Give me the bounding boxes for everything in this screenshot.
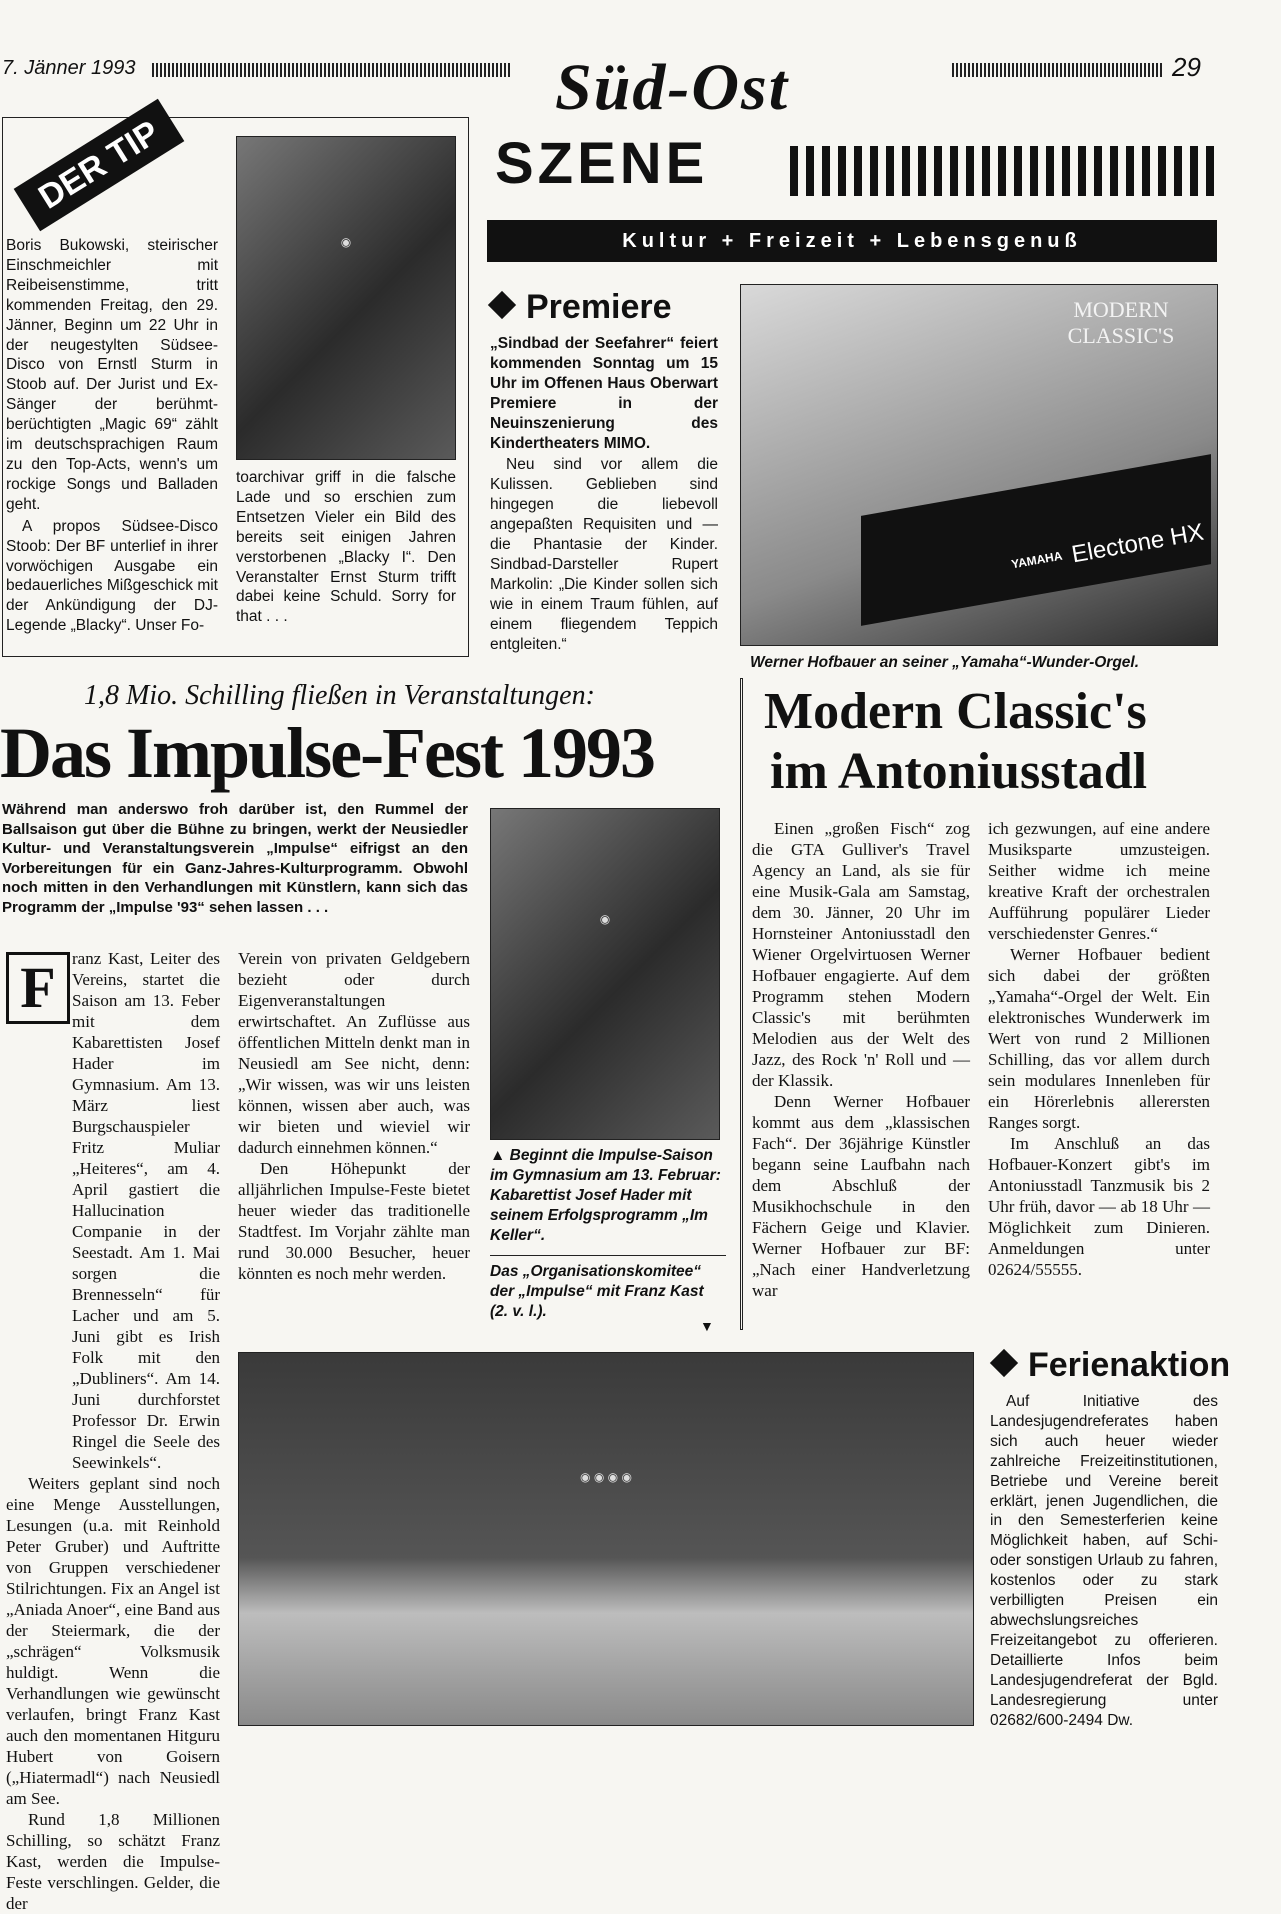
tip-paragraph-1: Boris Bukowski, steirischer Einschmeichler mit Reibeisenstimme, tritt kommenden Freitag, den 29. Jänner, Beginn um 22 Uhr in der neugestylten Südsee-Disco von Ernstl Sturm in Stoob auf. Der Jurist und Ex-Sänger der berühmt-berüchtigten „Magic 69“ zählt im deutschsprachigen Raum zu den Top-Acts, wenn's um rockige Songs und Balladen geht. [6,237,218,513]
modern-col1 [752,818,970,1301]
arrow-down-icon: ▼ [700,1318,714,1334]
header-rule-right [952,63,1164,77]
premiere-body: Neu sind vor allem die Kulissen. Geblieben sind hingegen die liebevoll angepaßten Requisiten und — die Phantasie der Kinder. Sindbad-Darsteller Rupert Markolin: „Die Kinder sollen sich wie in einem Traum fühlen, auf einem fliegendem Teppich entgleiten.“ [490,456,718,653]
diamond-icon [488,291,516,319]
premiere-heading [492,288,672,327]
photo-placeholder-icon: ◉ ◉ ◉ ◉ [580,1470,632,1485]
photo-placeholder-icon: ◉ [599,911,611,926]
organ-model: Electone HX [1069,518,1206,569]
bukowski-photo [236,136,456,460]
tagline: Kultur + Freizeit + Lebensgenuß [622,230,1082,252]
tagline-bar [487,220,1217,262]
tip-badge: DER TIP [14,99,185,231]
organ-brand: YAMAHA [1010,548,1064,572]
logo-bars [790,146,1220,196]
modern-col2-p2: Werner Hofbauer bedient sich dabei der größten „Yamaha“-Orgel der Welt. Ein elektronisches Wunderwerk im Wert von rund 2 Millionen Schilling, das vor allem durch sein modulares Innenleben für ein Hörerlebnis allerersten Ranges sorgt. [988,945,1210,1132]
modern-col2 [988,818,1210,1280]
dropcap: F [6,952,70,1024]
organ-photo [740,284,1218,646]
ferien-heading [994,1346,1230,1385]
group-photo [238,1352,974,1726]
diamond-icon [990,1349,1018,1377]
page-number: 29 [1172,52,1201,82]
hader-caption: ▲ Beginnt die Impulse-Saison im Gymnasium am 13. Februar: Kabarettist Josef Hader mit seinem Erfolgsprogramm „Im Keller“. [490,1147,721,1244]
modern-col1-p1: Einen „großen Fisch“ zog die GTA Gulliver's Travel Agency an Land, als sie für eine Musik-Gala am Samstag, dem 30. Jänner, 20 Uhr im Hornsteiner Antoniusstadl den Wiener Orgelvirtuosen Werner Hofbauer engagierte. Auf dem Programm stehen Modern Classic's mit berühmten Melodien aus der Welt des Jazz, des Rock 'n' Roll und — der Klassik. [752,819,970,1090]
premiere-title: Premiere [526,288,672,326]
tip-text [6,236,218,636]
premiere-lead: „Sindbad der Seefahrer“ feiert kommenden Sonntag um 15 Uhr im Offenen Haus Oberwart Premiere in der Neuinszenierung des Kindertheaters MIMO. [490,335,718,452]
impulse-col2-p1: Verein von privaten Geldgebern bezieht oder durch Eigenveranstaltungen erwirtschaftet. An Zuflüsse aus öffentlichen Mitteln denkt man in Neusiedl am See nicht, denn: „Wir wissen, was wir uns leisten können, wissen aber auch, was wir bieten und wieviel wir dadurch einnehmen können.“ [238,949,470,1157]
impulse-col2-p2: Den Höhepunkt der alljährlichen Impulse-Feste bietet heuer wieder das traditionelle Stadtfest. Im Vorjahr zählte man rund 30.000 Besucher, heuer könnten es noch mehr werden. [238,1159,470,1283]
modern-headline-1: Modern Classic's [764,683,1147,740]
modern-headline-2: im Antoniusstadl [770,743,1148,800]
modern-col2-p1: ich gezwungen, auf eine andere Musiksparte umzusteigen. Seither widme ich meine kreative Kraft der orchestralen Aufführung populärer Lieder verschiedenster Genres.“ [988,819,1210,943]
impulse-kicker: 1,8 Mio. Schilling fließen in Veranstaltungen: [84,680,595,711]
photo-placeholder-icon: ◉ [340,235,352,250]
tip-paragraph-2: A propos Südsee-Disco Stoob: Der BF unterlief in ihrer vorwöchigen Ausgabe ein bedauerliches Mißgeschick mit der Ankündigung der DJ-Legende „Blacky“. Unser Fo- [6,517,218,635]
impulse-col2 [238,948,470,1284]
impulse-col1-end: Rund 1,8 Millionen Schilling, so schätzt Franz Kast, werden die Impulse-Feste verschlingen. Gelder, die der [6,1810,220,1913]
impulse-col1-start: ranz Kast, Leiter des Vereins, startet die Saison am 13. Feber mit dem Kabarettisten Josef Hader im Gymnasium. Am 13. März liest Burgschauspieler Fritz Muliar „Heiteres“, am 4. April gastiert die Hallucination Companie in der Seestadt. Am 1. Mai sorgen die Brennesseln“ für Lacher und am 5. Juni gibt es Irish Folk mit den „Dubliners“. Am 14. Juni durchforstet Professor Dr. Erwin Ringel die Seele des Seewinkels“. [72,949,220,1472]
issue-date: 7. Jänner 1993 [2,57,136,79]
impulse-headline: Das Impulse-Fest 1993 [0,713,654,793]
hader-photo [490,808,720,1140]
group-caption: Das „Organisationskomitee“ der „Impulse“ mit Franz Kast (2. v. l.). [490,1263,704,1320]
organ-photo-overlay: MODERN CLASSIC'S [1067,297,1175,348]
tip-continuation: toarchivar griff in die falsche Lade und so erschien zum Entsetzen Vieler ein Bild des bereits seit einigen Jahren verstorbenen „Blacky I“. Den Veranstalter Ernst Sturm trifft dabei keine Schuld. Sorry for that . . . [236,469,456,626]
modern-box [740,678,743,1330]
organ-caption: Werner Hofbauer an seiner „Yamaha“-Wunder-Orgel. [750,654,1140,671]
header-rule-left [152,63,510,77]
logo-sued-ost: Süd-Ost [555,51,790,124]
impulse-col1 [6,948,220,1914]
impulse-lead: Während man anderswo froh darüber ist, den Rummel der Ballsaison gut über die Bühne zu bringen, werkt der Neusiedler Kultur- und Veranstaltungsverein „Impulse“ eifrigst an den Vorbereitungen für ein Ganz-Jahres-Kulturprogramm. Obwohl noch mitten in den Verhandlungen mit Künstlern, kann sich das Programm der „Impulse '93“ sehen lassen . . . [2,801,468,916]
modern-col2-p3: Im Anschluß an das Hofbauer-Konzert gibt's im Antoniusstadl Tanzmusik bis 2 Uhr früh, davor — ab 18 Uhr — Möglichkeit zum Dinieren. Anmeldungen unter 02624/55555. [988,1134,1210,1279]
logo-szene: SZENE [495,131,709,196]
modern-col1-p2: Denn Werner Hofbauer kommt aus dem „klassischen Fach“. Der 36jährige Künstler begann seine Laufbahn nach dem Abschluß der Musikhochschule in den Fächern Geige und Klavier. Werner Hofbauer zur BF: „Nach einer Handverletzung war [752,1092,970,1300]
caption-rule [490,1255,726,1256]
ferien-title: Ferienaktion [1028,1346,1231,1384]
impulse-col1-more: Weiters geplant sind noch eine Menge Ausstellungen, Lesungen (u.a. mit Reinhold Peter Gruber) und Auftritte von Gruppen verschiedener Stilrichtungen. Fix an Angel ist „Aniada Anoer“, eine Band aus der Steiermark, die der „schrägen“ Volksmusik huldigt. Wenn die Verhandlungen wie gewünscht verlaufen, bringt Franz Kast auch den momentanen Hitguru Hubert von Goisern („Hiatermadl“) nach Neusiedl am See. [6,1474,220,1808]
ferien-body: Auf Initiative des Landesjugendreferates haben sich auch heuer wieder zahlreiche Freizeitinstitutionen, Betriebe und Vereine bereit erklärt, jenen Jugendlichen, die in den Semesterferien keine Möglichkeit haben, auf Schi- oder sonstigen Urlaub zu fahren, kostenlos oder zu stark verbilligten Preisen ein abwechslungsreiches Freizeitangebot zu offerieren. Detaillierte Infos beim Landesjugendreferat der Bgld. Landesregierung unter 02682/600-2494 Dw. [990,1393,1218,1729]
premiere-text [490,334,718,655]
